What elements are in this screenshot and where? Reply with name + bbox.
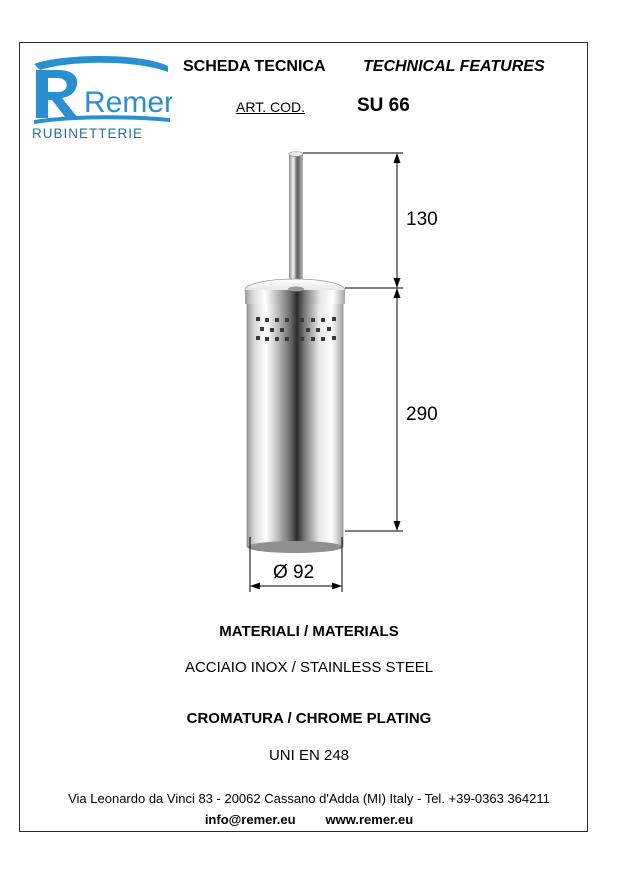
title-italian: SCHEDA TECNICA (183, 58, 326, 75)
dimension-diameter: Ø 92 (273, 562, 315, 583)
materials-heading: MATERIALI / MATERIALS (219, 623, 399, 640)
art-code-label: ART. COD. (236, 99, 305, 115)
footer-website[interactable]: www.remer.eu (325, 812, 414, 827)
art-code-value: SU 66 (357, 95, 410, 116)
footer-address: Via Leonardo da Vinci 83 - 20062 Cassano d'Adda (MI) Italy - Tel. +39-0363 364211 (68, 791, 550, 806)
footer-email[interactable]: info@remer.eu (204, 812, 296, 827)
holder-body (247, 304, 343, 553)
plating-heading: CROMATURA / CHROME PLATING (186, 710, 432, 727)
holder-lid (245, 279, 345, 304)
plating-value: UNI EN 248 (268, 747, 350, 764)
dimension-handle-height: 130 (406, 209, 438, 230)
footer-contact (0, 812, 618, 827)
logo-brand-text: Remer (84, 86, 172, 119)
materials-value: ACCIAIO INOX / STAINLESS STEEL (184, 659, 434, 676)
dimension-body-height: 290 (406, 404, 438, 425)
title-english: TECHNICAL FEATURES (363, 58, 545, 75)
brush-handle (289, 152, 303, 290)
logo-subtitle: RUBINETTERIE (32, 126, 144, 141)
